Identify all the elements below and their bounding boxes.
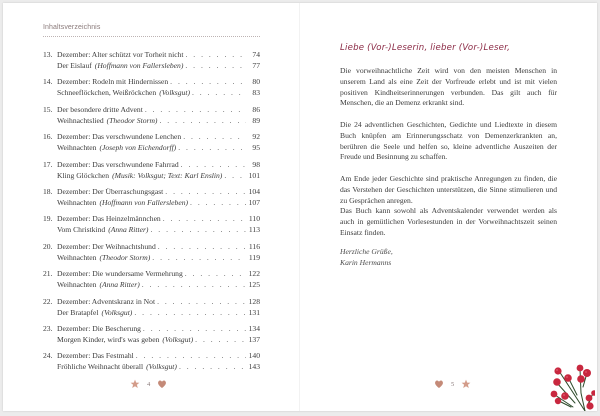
heart-icon — [434, 379, 444, 389]
chapter-page: 134 — [248, 323, 260, 333]
toc-poem-line — [43, 60, 260, 71]
toc-entry — [43, 213, 260, 235]
leader-dots — [163, 213, 246, 224]
toc-entry — [43, 131, 260, 153]
book-spread — [3, 3, 597, 411]
chapter-number: 20. — [43, 241, 53, 251]
chapter-title: Dezember: Rodeln mit Hindernissen — [57, 77, 169, 87]
poem-title: Weihnachten — [57, 252, 97, 262]
toc-poem-line — [43, 197, 260, 208]
chapter-number: 22. — [43, 296, 53, 306]
star-icon — [461, 379, 471, 389]
table-of-contents — [43, 49, 260, 378]
leader-dots — [185, 268, 246, 279]
poem-author: (Anna Ritter) — [108, 225, 149, 235]
star-icon — [130, 379, 140, 389]
toc-entry — [43, 268, 260, 290]
chapter-number: 19. — [43, 214, 53, 224]
poem-page: 119 — [248, 252, 260, 262]
toc-entry — [43, 76, 260, 98]
chapter-number: 23. — [43, 323, 53, 333]
poem-author: (Joseph von Eichendorff) — [99, 143, 177, 153]
toc-chapter-line — [43, 131, 260, 142]
toc-chapter-line — [43, 76, 260, 87]
leader-dots — [143, 323, 246, 334]
chapter-title: Dezember: Der Weihnachtshund — [57, 241, 156, 251]
toc-chapter-line — [43, 241, 260, 252]
toc-chapter-line — [43, 159, 260, 170]
toc-entry — [43, 49, 260, 71]
poem-author: (Theodor Storm) — [99, 252, 151, 262]
toc-poem-line — [43, 115, 260, 126]
chapter-number: 17. — [43, 159, 53, 169]
signoff — [340, 246, 393, 268]
poem-title: Der Bratapfel — [57, 307, 99, 317]
chapter-page: 140 — [248, 351, 260, 361]
poem-page: 143 — [248, 362, 260, 372]
leader-dots — [224, 170, 246, 181]
toc-chapter-line — [43, 296, 260, 307]
leader-dots — [159, 115, 246, 126]
toc-chapter-line — [43, 350, 260, 361]
chapter-title: Dezember: Das verschwundene Fahrrad — [57, 159, 179, 169]
toc-entry — [43, 323, 260, 345]
poem-title: Morgen Kinder, wird's was geben — [57, 334, 160, 344]
paragraph: Am Ende jeder Geschichte sind praktische Anregungen zu finden, die das Verstehen der Geschichten unterstützen, die Sinne stimulieren und zu Gesprächen anregen. — [340, 173, 557, 205]
leader-dots — [192, 87, 246, 98]
chapter-page: 128 — [248, 296, 260, 306]
chapter-page: 86 — [252, 104, 260, 114]
leader-dots — [165, 186, 246, 197]
running-head: Inhaltsverzeichnis — [43, 24, 101, 31]
toc-chapter-line — [43, 268, 260, 279]
poem-title: Weihnachten — [57, 197, 97, 207]
toc-entry — [43, 159, 260, 181]
toc-poem-line — [43, 142, 260, 153]
paragraph: Das Buch kann sowohl als Adventskalender verwendet werden als auch in gemütlichen Vorlesestunden in der Vorweihnachtszeit seinen Einsatz finden. — [340, 206, 557, 237]
poem-title: Weihnachten — [57, 143, 97, 153]
chapter-title: Dezember: Das Heinzelmännchen — [57, 214, 161, 224]
poem-page: 77 — [252, 61, 260, 70]
leader-dots — [195, 334, 246, 345]
chapter-title: Dezember: Das verschwundene Lenchen — [57, 132, 182, 142]
leader-dots — [152, 252, 246, 263]
chapter-number: 15. — [43, 104, 53, 114]
poem-author: (Volksgut) — [146, 362, 177, 372]
poem-author: (Musik: Volksgut; Text: Karl Enslin) — [112, 170, 223, 180]
toc-entry — [43, 104, 260, 126]
toc-poem-line — [43, 170, 260, 181]
poem-page: 131 — [248, 307, 260, 317]
chapter-page: 110 — [248, 214, 260, 224]
chapter-page: 74 — [252, 50, 260, 59]
poem-page: 125 — [248, 280, 260, 290]
poem-title: Der Eislauf — [57, 61, 92, 70]
paragraph: Die vorweihnachtliche Zeit wird von den meisten Menschen in unserem Land als eine Zeit der Vorfreude erlebt und ist mit vielen positiven Kindheitserinnerungen verbunden. Das gilt auch für Menschen, die an Demenz erkrankt sind. — [340, 66, 557, 108]
poem-page: 89 — [252, 115, 260, 125]
toc-poem-line — [43, 279, 260, 290]
toc-entry — [43, 350, 260, 372]
page-folio-left — [130, 379, 167, 389]
poem-page: 95 — [252, 143, 260, 153]
poem-title: Vom Christkind — [57, 225, 106, 235]
chapter-page: 116 — [248, 241, 260, 251]
toc-chapter-line — [43, 323, 260, 334]
chapter-title: Dezember: Alter schützt vor Torheit nicht — [57, 50, 184, 59]
leader-dots — [136, 350, 246, 361]
poem-author: (Hoffmann von Fallersleben) — [99, 197, 189, 207]
chapter-title: Dezember: Adventskranz in Not — [57, 296, 156, 306]
poem-title: Schneeflöckchen, Weißröckchen — [57, 88, 157, 98]
poem-page: 101 — [248, 170, 260, 180]
chapter-number: 13. — [43, 50, 53, 59]
toc-entry — [43, 186, 260, 208]
red-berries-branch-icon — [545, 363, 595, 411]
poem-page: 107 — [248, 197, 260, 207]
leader-dots — [142, 279, 246, 290]
poem-title: Fröhliche Weihnacht überall — [57, 362, 144, 372]
leader-dots — [178, 142, 246, 153]
chapter-number: 14. — [43, 77, 53, 87]
page-folio-right — [434, 379, 471, 389]
chapter-page: 80 — [252, 77, 260, 87]
chapter-title: Dezember: Das Festmahl — [57, 351, 134, 361]
toc-poem-line — [43, 252, 260, 263]
chapter-page: 92 — [252, 132, 260, 142]
leader-dots — [183, 131, 246, 142]
chapter-number: 18. — [43, 186, 53, 196]
leader-dots — [190, 197, 246, 208]
leader-dots — [145, 104, 246, 115]
chapter-title: Dezember: Die Bescherung — [57, 323, 141, 333]
leader-dots — [134, 307, 246, 318]
leader-dots — [181, 159, 246, 170]
greeting-heading: Liebe (Vor-)Leserin, lieber (Vor-)Leser, — [340, 43, 510, 53]
poem-author: (Theodor Storm) — [106, 115, 158, 125]
leader-dots — [170, 76, 246, 87]
poem-author: (Hoffmann von Fallersleben) — [94, 61, 184, 70]
toc-chapter-line — [43, 186, 260, 197]
toc-chapter-line — [43, 49, 260, 60]
heart-icon — [157, 379, 167, 389]
right-page — [300, 3, 597, 411]
poem-title: Weihnachten — [57, 280, 97, 290]
poem-author: (Volksgut) — [101, 307, 133, 317]
toc-poem-line — [43, 87, 260, 98]
poem-author: (Volksgut) — [159, 88, 190, 98]
left-page — [3, 3, 300, 411]
chapter-page: 122 — [248, 269, 260, 279]
chapter-number: 24. — [43, 351, 53, 361]
chapter-page: 98 — [252, 159, 260, 169]
toc-poem-line — [43, 334, 260, 345]
chapter-title: Der besondere dritte Advent — [57, 104, 143, 114]
toc-poem-line — [43, 361, 260, 372]
toc-poem-line — [43, 307, 260, 318]
poem-title: Kling Glöckchen — [57, 170, 110, 180]
toc-poem-line — [43, 224, 260, 235]
poem-page: 113 — [248, 225, 260, 235]
poem-title: Weihnachtslied — [57, 115, 104, 125]
poem-page: 83 — [252, 88, 260, 98]
chapter-number: 21. — [43, 269, 53, 279]
leader-dots — [185, 49, 246, 60]
poem-author: (Anna Ritter) — [99, 280, 140, 290]
page-number: 5 — [451, 380, 455, 388]
leader-dots — [185, 60, 246, 71]
toc-chapter-line — [43, 213, 260, 224]
chapter-page: 104 — [248, 186, 260, 196]
chapter-title: Dezember: Die wundersame Vermehrung — [57, 269, 183, 279]
page-number: 4 — [147, 380, 151, 388]
leader-dots — [158, 241, 246, 252]
toc-entry — [43, 241, 260, 263]
foreword-text — [340, 66, 557, 250]
toc-entry — [43, 296, 260, 318]
toc-chapter-line — [43, 104, 260, 115]
author-name: Karin Hermanns — [340, 258, 392, 267]
poem-page: 137 — [248, 334, 260, 344]
leader-dots — [179, 361, 246, 372]
leader-dots — [157, 296, 246, 307]
chapter-number: 16. — [43, 132, 53, 142]
poem-author: (Volksgut) — [162, 334, 194, 344]
closing-line: Herzliche Grüße, — [340, 247, 393, 256]
leader-dots — [150, 224, 246, 235]
dotted-rule — [43, 36, 260, 37]
paragraph: Die 24 adventlichen Geschichten, Gedichte und Liedtexte in diesem Buch knüpfen am Erinnerungsschatz von Demenzerkrankten an, berühren die Seele und helfen so, kleine adventliche Auszeiten der Freude und Besinnung zu schaffen. — [340, 119, 557, 162]
chapter-title: Dezember: Der Überraschungsgast — [57, 186, 164, 196]
